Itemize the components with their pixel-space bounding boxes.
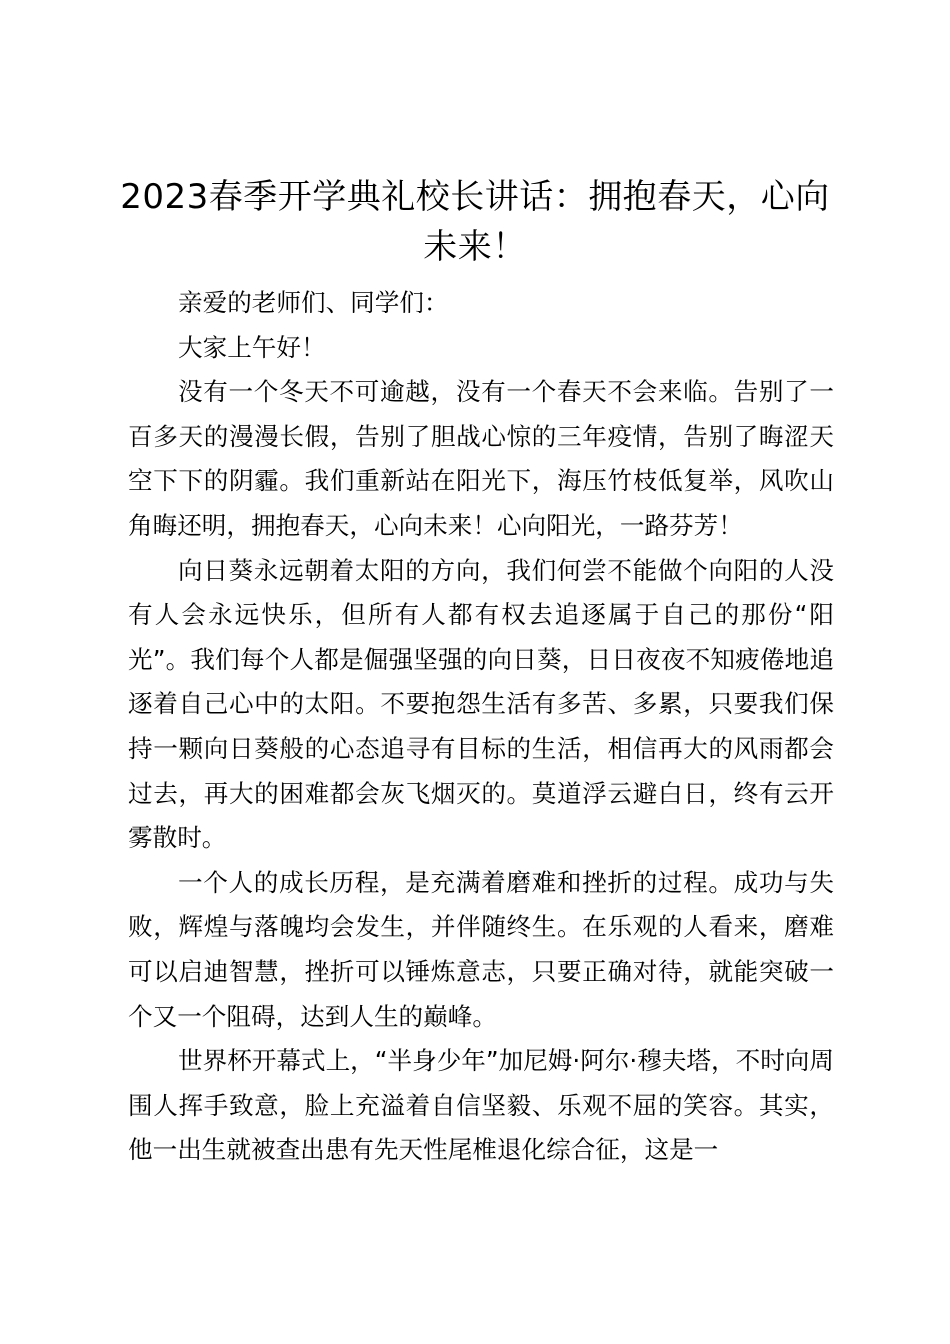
- page-title: 2023春季开学典礼校长讲话：拥抱春天，心向未来！: [120, 177, 830, 267]
- document-body: [128, 281, 834, 1173]
- paragraph: 向日葵永远朝着太阳的方向，我们何尝不能做个向阳的人没有人会永远快乐，但所有人都有权去追逐属于自己的那份“阳光”。我们每个人都是倔强坚强的向日葵，日日夜夜不知疲倦地追逐着自己心中的太阳。不要抱怨生活有多苦、多累，只要我们保持一颗向日葵般的心态追寻有目标的生活，相信再大的风雨都会过去，再大的困难都会灰飞烟灭的。莫道浮云避白日，终有云开雾散时。: [128, 555, 834, 853]
- paragraph: 一个人的成长历程，是充满着磨难和挫折的过程。成功与失败，辉煌与落魄均会发生，并伴随终生。在乐观的人看来，磨难可以启迪智慧，挫折可以锤炼意志，只要正确对待，就能突破一个又一个阻碍，达到人生的巅峰。: [128, 867, 834, 1031]
- salutation: 亲爱的老师们、同学们：: [178, 288, 449, 317]
- greeting: 大家上午好！: [178, 332, 326, 362]
- paragraph: 世界杯开幕式上，“半身少年”加尼姆·阿尔·穆夫塔，不时向周围人挥手致意，脸上充溢着自信坚毅、乐观不屈的笑容。其实，他一出生就被查出患有先天性尾椎退化综合征，这是一: [128, 1046, 834, 1165]
- paragraph: 没有一个冬天不可逾越，没有一个春天不会来临。告别了一百多天的漫漫长假，告别了胆战心惊的三年疫情，告别了晦涩天空下下的阴霾。我们重新站在阳光下，海压竹枝低复举，风吹山角晦还明，拥抱春天，心向未来！心向阳光，一路芬芳！: [128, 377, 834, 540]
